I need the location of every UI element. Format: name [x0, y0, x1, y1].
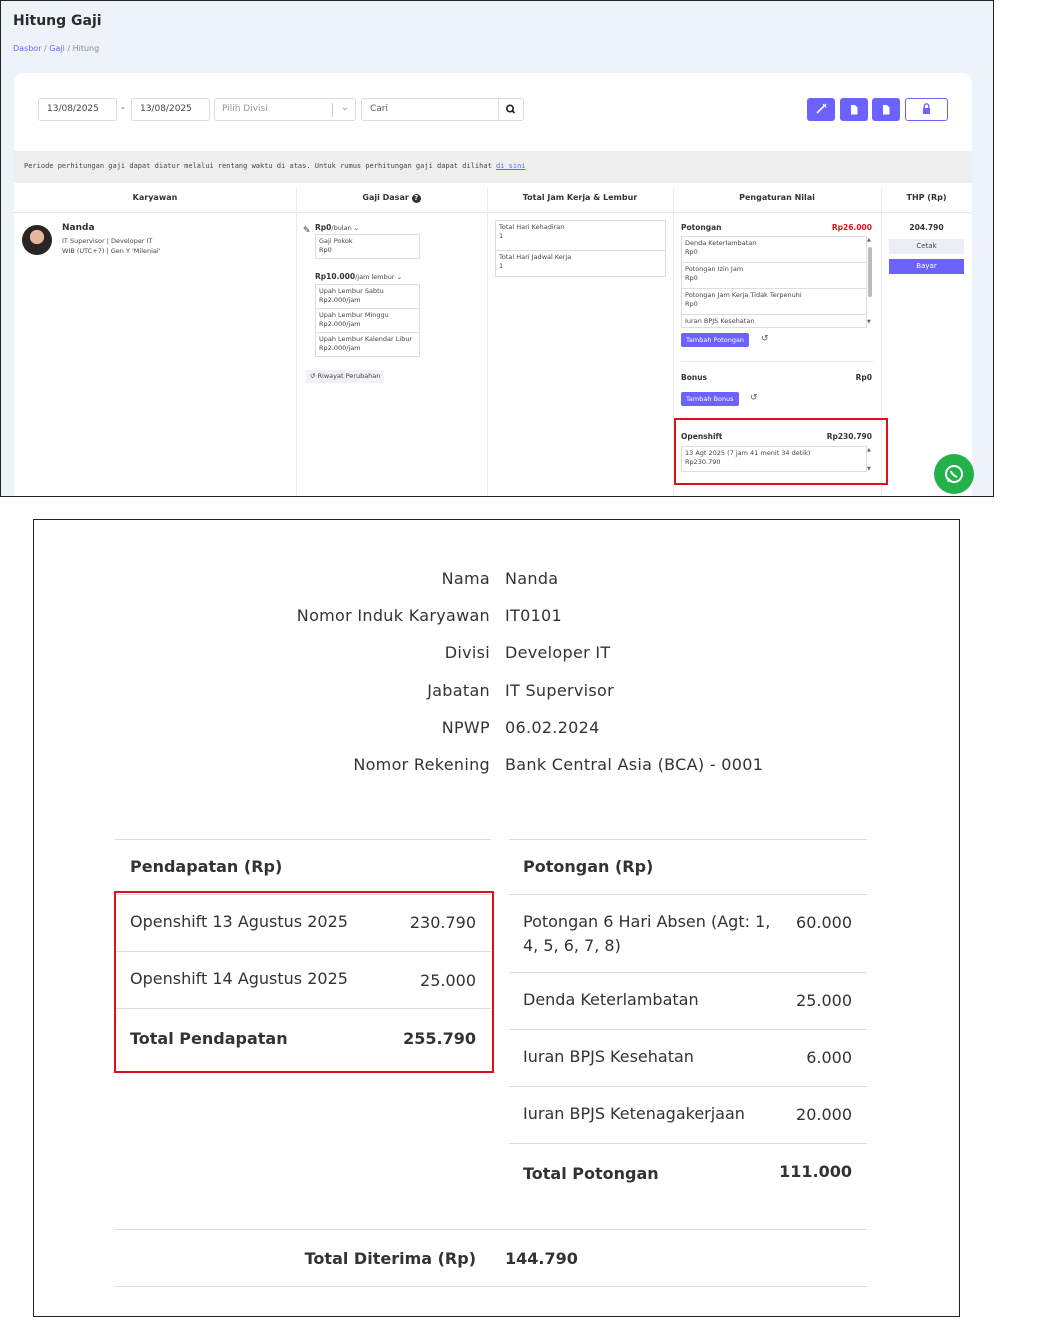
scroll-up-icon[interactable]: ▲: [867, 237, 871, 243]
divider: [509, 1029, 867, 1030]
divider: [509, 894, 867, 895]
scroll-down-icon[interactable]: ▼: [867, 466, 871, 472]
th-pengaturan-nilai: Pengaturan Nilai: [739, 193, 815, 202]
slip-label-nik: Nomor Induk Karyawan: [296, 606, 490, 625]
slip-value-jabatan: IT Supervisor: [505, 681, 614, 700]
row-value: Rp0: [319, 246, 332, 255]
history-label: Riwayat Perubahan: [317, 372, 381, 380]
slip-value-rekening: Bank Central Asia (BCA) - 0001: [505, 755, 764, 774]
whatsapp-icon: [934, 454, 974, 494]
deduction-row-value: 25.000: [796, 991, 852, 1010]
select-divider: [332, 103, 333, 117]
deduction-list: [681, 236, 867, 328]
deduction-total-label: Total Potongan: [523, 1164, 659, 1183]
base-salary-box: [315, 234, 420, 259]
breadcrumb-hitung: Hitung: [72, 44, 100, 53]
row-label: 13 Agt 2025 (7 jam 41 menit 34 detik): [685, 449, 811, 457]
date-from-input[interactable]: 13/08/2025: [38, 98, 117, 121]
magic-wand-icon: [807, 98, 835, 121]
file-icon: [840, 98, 868, 121]
deduction-item: [682, 315, 866, 328]
bonus-total: Rp0: [855, 373, 872, 382]
row-label: Potongan Jam Kerja Tidak Terpenuhi: [685, 290, 802, 299]
row-value: Rp0: [685, 248, 698, 257]
employee-name: Nanda: [62, 223, 95, 233]
overtime-rate-value: Rp10.000: [315, 272, 356, 281]
row-label: Denda Keterlambatan: [685, 239, 757, 247]
slip-value-npwp: 06.02.2024: [505, 718, 600, 737]
history-button[interactable]: [306, 370, 384, 383]
add-bonus-button[interactable]: Tambah Bonus: [681, 392, 739, 406]
row-label: Upah Lembur Sabtu: [319, 287, 384, 295]
employee-role: IT Supervisor | Developer IT: [62, 237, 153, 245]
highlight-frame: [114, 891, 494, 1073]
divider: [509, 972, 867, 973]
overtime-row: [316, 333, 419, 356]
base-rate-unit: /bulan: [331, 224, 352, 232]
date-to-input[interactable]: 13/08/2025: [131, 98, 210, 121]
deduction-item: [682, 289, 866, 315]
scroll-up-icon[interactable]: ▲: [867, 447, 871, 453]
date-separator: -: [121, 103, 125, 114]
search-icon: [499, 99, 523, 120]
row-value: Rp2.000/jam: [319, 320, 361, 329]
divider: [115, 839, 491, 840]
file-icon: [872, 98, 900, 121]
pay-button[interactable]: Bayar: [889, 259, 964, 274]
overtime-box: [315, 284, 420, 357]
deduction-item: [682, 263, 866, 289]
slip-label-divisi: Divisi: [444, 643, 490, 662]
deduction-row-label: Potongan 6 Hari Absen (Agt: 1, 4, 5, 6, 7, 8): [523, 912, 771, 955]
deduction-total: Rp26.000: [831, 223, 872, 232]
row-label: Potongan Izin Jam: [685, 264, 744, 273]
base-salary-rate[interactable]: Rp0/bulan ⌄: [315, 223, 360, 232]
income-total-value: 255.790: [403, 1029, 476, 1048]
divider: [509, 839, 867, 840]
income-row-value: 230.790: [409, 913, 476, 932]
income-row-label: Openshift 14 Agustus 2025: [130, 969, 348, 988]
breadcrumb-gaji[interactable]: Gaji: [49, 44, 65, 53]
scroll-thumb[interactable]: [868, 247, 872, 297]
avatar: [22, 225, 52, 255]
row-label: Iuran BPJS Kesehatan: [685, 316, 755, 325]
lock-icon: [906, 99, 947, 120]
lock-button[interactable]: [905, 98, 948, 121]
divider: [115, 1286, 867, 1287]
income-heading: Pendapatan (Rp): [130, 857, 283, 876]
base-salary-row: [316, 235, 419, 258]
openshift-item: [682, 447, 866, 470]
history-icon: ↺: [310, 372, 316, 380]
th-total-jam: Total Jam Kerja & Lembur: [522, 193, 638, 202]
magic-wand-button[interactable]: [807, 98, 835, 121]
openshift-total: Rp230.790: [826, 432, 872, 441]
slip-label-nama: Nama: [441, 569, 490, 588]
column-divider: [296, 187, 297, 497]
row-value: 1: [499, 232, 504, 241]
print-button[interactable]: Cetak: [889, 239, 964, 254]
info-text: Periode perhitungan gaji dapat diatur melalui rentang waktu di atas. Untuk rumus perhitungan gaji dapat dilihat: [24, 162, 492, 170]
row-value: Rp230.790: [685, 458, 721, 467]
division-placeholder: Pilih Divisi: [222, 104, 268, 114]
export-file-button[interactable]: [840, 98, 868, 121]
deduction-item: [682, 237, 866, 263]
deduction-row-value: 20.000: [796, 1105, 852, 1124]
th-karyawan: Karyawan: [132, 193, 178, 202]
row-value: Rp0: [685, 300, 698, 309]
row-label: Total Hari Kehadiran: [499, 223, 565, 231]
income-total-label: Total Pendapatan: [130, 1029, 288, 1048]
slip-label-npwp: NPWP: [441, 718, 490, 737]
th-gaji-dasar-label: Gaji Dasar: [362, 193, 409, 202]
scroll-down-icon[interactable]: ▼: [867, 319, 871, 325]
base-rate-value: Rp0: [315, 223, 332, 232]
row-label: Upah Lembur Minggu: [319, 310, 389, 319]
info-bar: [14, 151, 972, 183]
column-divider: [487, 187, 488, 497]
deduction-row-label: Denda Keterlambatan: [523, 990, 699, 1009]
hours-row: [496, 251, 665, 276]
income-row-label: Openshift 13 Agustus 2025: [130, 912, 348, 931]
payslip-panel: [33, 519, 960, 1317]
search-input[interactable]: Cari: [361, 98, 499, 121]
slip-label-rekening: Nomor Rekening: [353, 755, 490, 774]
breadcrumb-dasbor[interactable]: Dasbor: [13, 44, 42, 53]
payroll-app-panel: [0, 0, 994, 497]
overtime-rate-unit: /jam lembur: [355, 273, 395, 281]
divider: [681, 361, 873, 362]
deduction-row-label: Iuran BPJS Kesehatan: [523, 1047, 694, 1066]
row-label: Gaji Pokok: [319, 237, 353, 245]
income-row-value: 25.000: [420, 971, 476, 990]
row-label: Total Hari Jadwal Kerja: [499, 252, 572, 261]
divider: [115, 1229, 867, 1230]
slip-label-jabatan: Jabatan: [427, 681, 490, 700]
deduction-heading: Potongan (Rp): [523, 857, 654, 876]
bonus-title: Bonus: [681, 373, 708, 382]
hours-row: [496, 221, 665, 251]
deduction-row-label: Iuran BPJS Ketenagakerjaan: [523, 1104, 745, 1123]
divider: [509, 1086, 867, 1087]
chevron-down-icon: ⌄: [340, 102, 349, 113]
th-thp: THP (Rp): [906, 193, 947, 202]
row-value: 1: [499, 262, 504, 271]
page-title: Hitung Gaji: [13, 13, 102, 29]
net-value: 144.790: [505, 1249, 578, 1268]
row-value: Rp2.000/jam: [319, 344, 361, 353]
openshift-title: Openshift: [681, 432, 723, 441]
division-select[interactable]: [214, 98, 356, 121]
overtime-rate[interactable]: Rp10.000/jam lembur ⌄: [315, 272, 403, 281]
net-label: Total Diterima (Rp): [304, 1249, 476, 1268]
formula-link[interactable]: di sini: [496, 162, 526, 170]
deduction-row-value: 60.000: [796, 913, 852, 932]
help-icon[interactable]: ?: [412, 194, 421, 203]
slip-value-nama: Nanda: [505, 569, 559, 588]
deduction-title: Potongan: [681, 223, 722, 232]
export-file-button-2[interactable]: [872, 98, 900, 121]
breadcrumb: Dasbor / Gaji / Hitung: [13, 44, 100, 53]
history-icon[interactable]: ↺: [750, 393, 758, 403]
edit-pencil-icon[interactable]: ✎: [303, 226, 311, 236]
employee-timezone: WIB (UTC+7) | Gen Y 'Milenial': [62, 247, 161, 255]
table-header: [14, 187, 972, 213]
search-button[interactable]: [498, 98, 524, 121]
thp-value: 204.790: [909, 223, 944, 232]
overtime-row: [316, 285, 419, 309]
divider: [509, 1143, 867, 1144]
whatsapp-button[interactable]: [934, 454, 974, 494]
overtime-row: [316, 309, 419, 333]
row-label: Upah Lembur Kalendar Libur: [319, 334, 413, 343]
slip-value-nik: IT0101: [505, 606, 563, 625]
scrollbar[interactable]: [867, 237, 873, 327]
row-value: Rp2.000/jam: [319, 296, 361, 305]
openshift-list: [681, 446, 867, 472]
deduction-row-value: 6.000: [806, 1048, 852, 1067]
th-gaji-dasar: [296, 193, 487, 203]
history-icon[interactable]: ↺: [761, 334, 769, 344]
row-value: Rp0: [685, 274, 698, 283]
hours-box: [495, 220, 666, 277]
slip-value-divisi: Developer IT: [505, 643, 611, 662]
add-deduction-button[interactable]: Tambah Potongan: [681, 333, 749, 347]
deduction-total-value: 111.000: [779, 1162, 852, 1181]
